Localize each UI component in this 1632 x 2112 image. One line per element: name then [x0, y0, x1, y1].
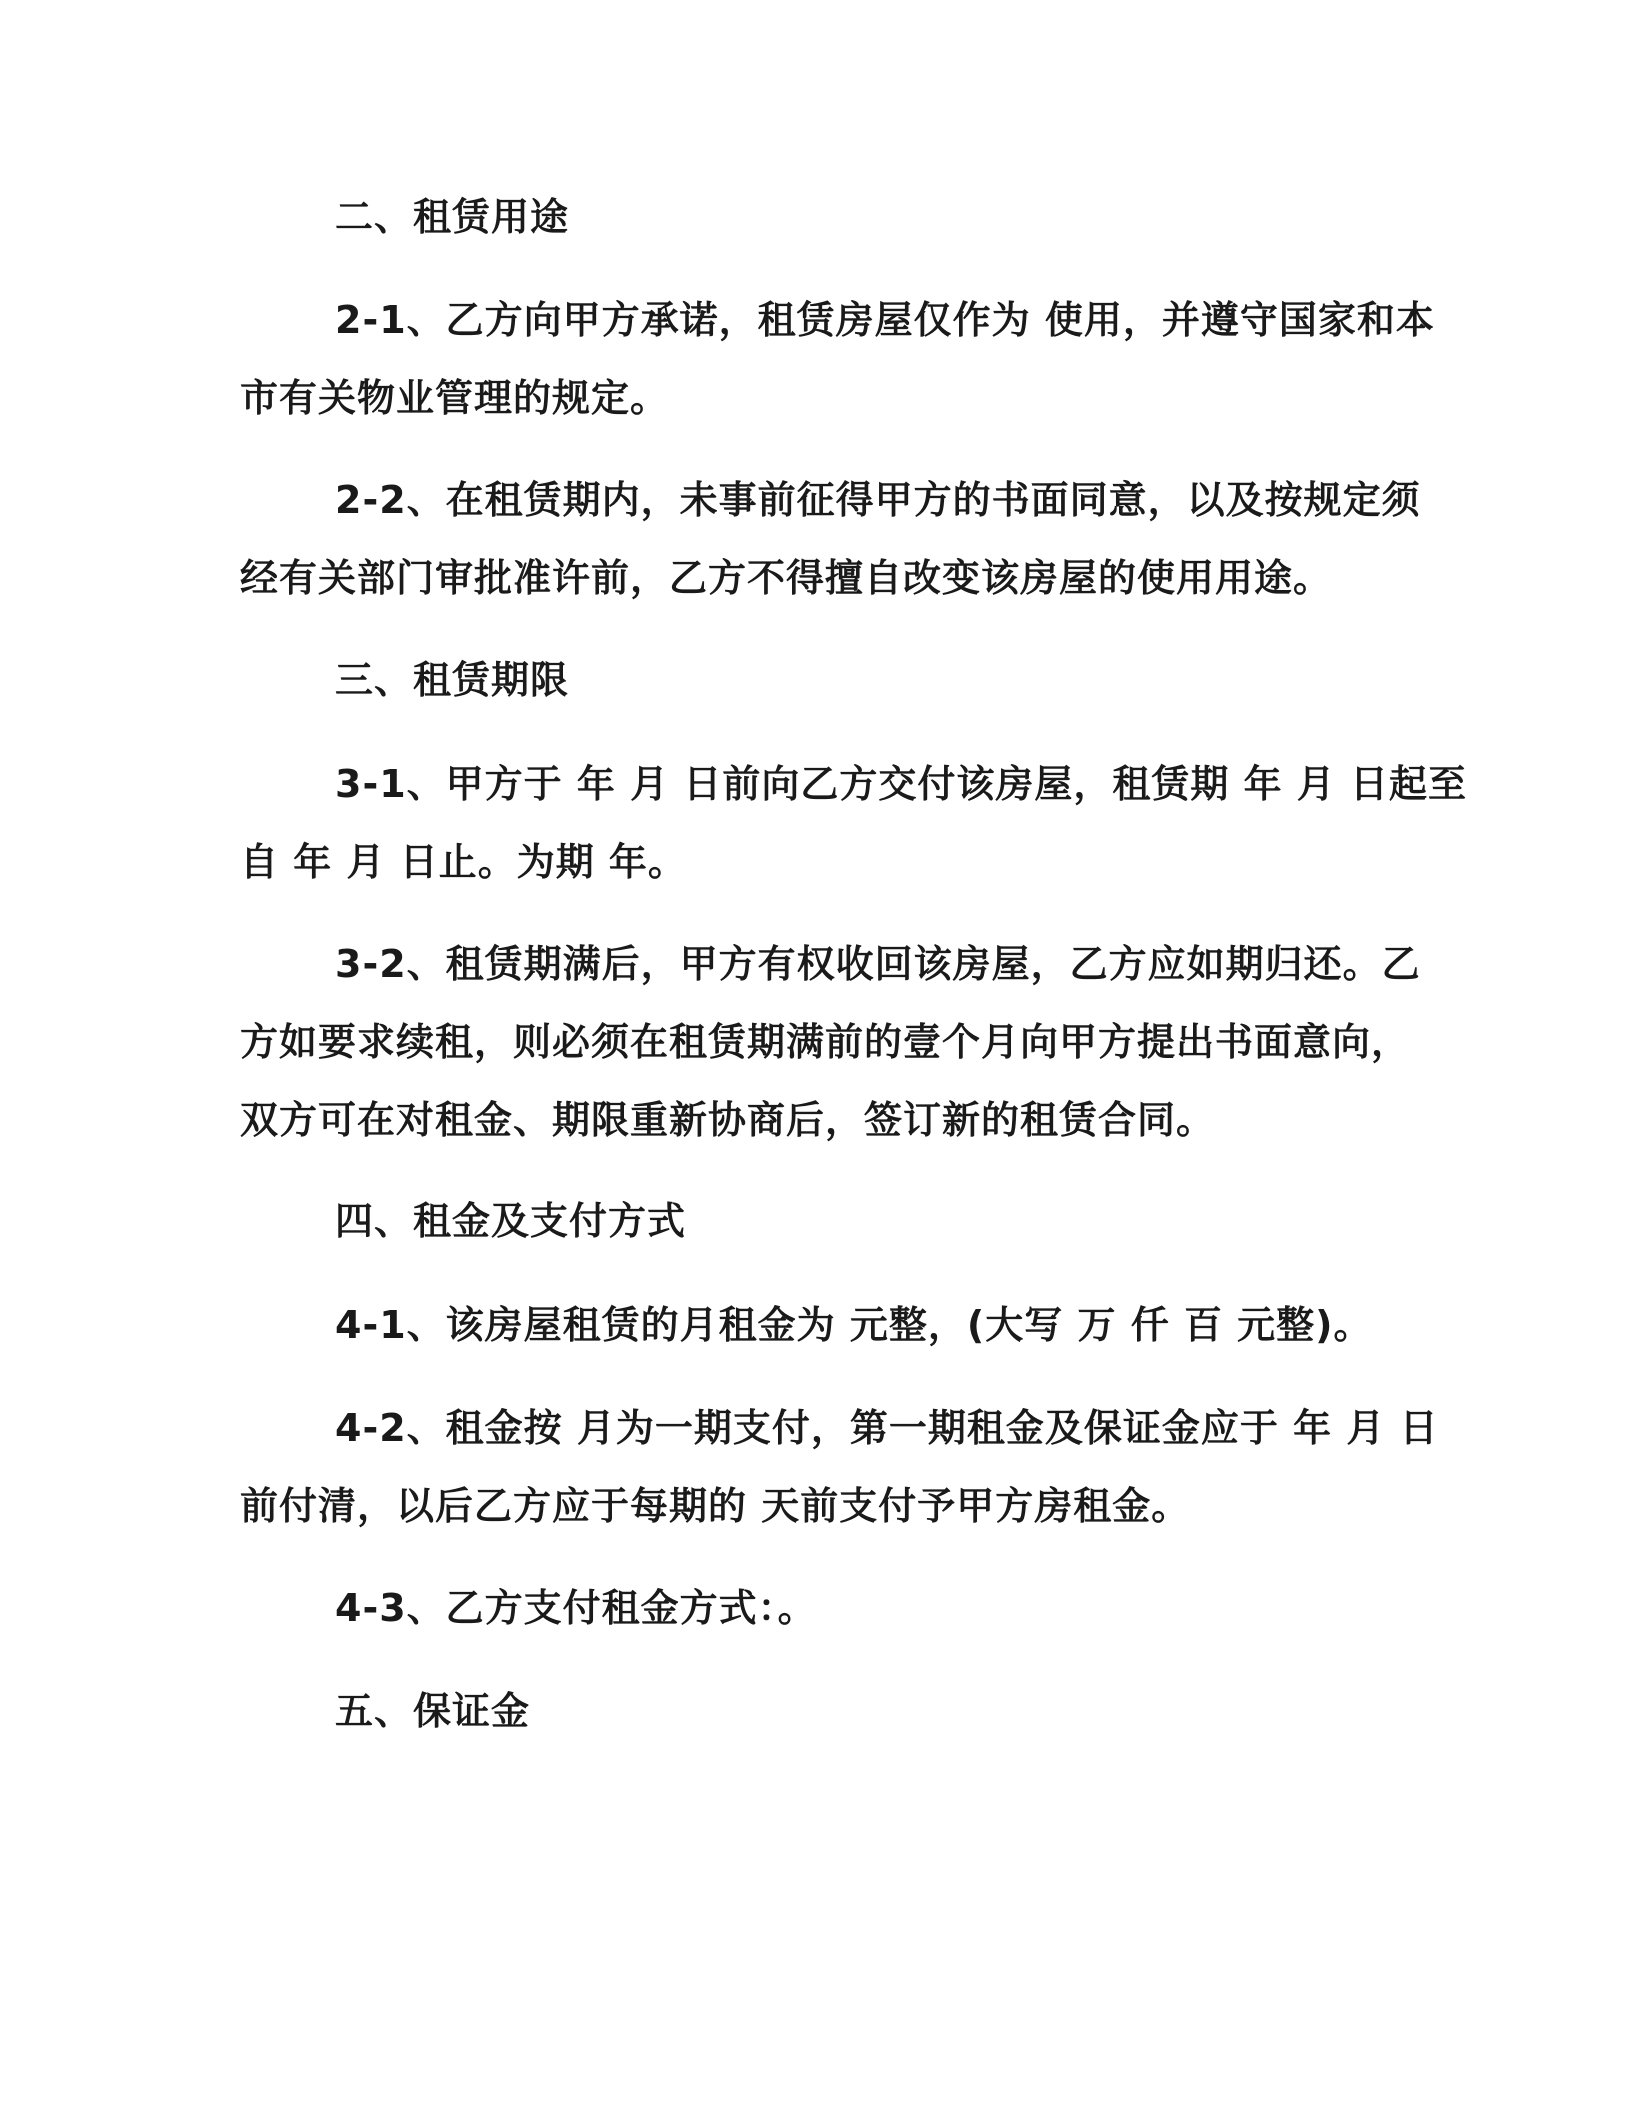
- clause-3-1: [240, 745, 1468, 901]
- clause-2-2-line-1: 2-2、在租赁期内，未事前征得甲方的书面同意，以及按规定须: [335, 478, 1421, 522]
- section-heading-4: 四、租金及支付方式: [335, 1199, 687, 1243]
- clause-3-2-line-1: 3-2、租赁期满后，甲方有权收回该房屋，乙方应如期归还。乙: [335, 942, 1421, 986]
- clause-3-2-line-2: 方如要求续租，则必须在租赁期满前的壹个月向甲方提出书面意向，: [240, 1020, 1411, 1064]
- clause-2-2-line-2: 经有关部门审批准许前，乙方不得擅自改变该房屋的使用用途。: [240, 556, 1333, 600]
- section-heading-5: 五、保证金: [335, 1689, 531, 1733]
- section-heading-2: 二、租赁用途: [335, 195, 570, 239]
- clause-4-2-line-2: 前付清，以后乙方应于每期的 天前支付予甲方房租金。: [240, 1484, 1191, 1528]
- clause-4-1: [240, 1286, 1380, 1364]
- clause-4-3: [240, 1569, 1380, 1647]
- clause-4-1-line-1: 4-1、该房屋租赁的月租金为 元整，(大写 万 仟 百 元整)。: [335, 1303, 1373, 1347]
- clause-4-2: [240, 1389, 1439, 1545]
- clause-3-2: [240, 925, 1421, 1159]
- clause-4-2-line-1: 4-2、租金按 月为一期支付，第一期租金及保证金应于 年 月 日: [335, 1406, 1439, 1450]
- clause-2-1-line-1: 2-1、乙方向甲方承诺，租赁房屋仅作为 使用，并遵守国家和本: [335, 298, 1435, 342]
- clause-4-3-line-1: 4-3、乙方支付租金方式：。: [335, 1586, 817, 1630]
- section-heading-3: 三、租赁期限: [335, 658, 570, 702]
- clause-3-2-line-3: 双方可在对租金、期限重新协商后，签订新的租赁合同。: [240, 1098, 1216, 1142]
- clause-3-1-line-1: 3-1、甲方于 年 月 日前向乙方交付该房屋，租赁期 年 月 日起至: [335, 762, 1468, 806]
- clause-2-2: [240, 461, 1421, 617]
- clause-2-1: [240, 281, 1435, 437]
- clause-2-1-line-2: 市有关物业管理的规定。: [240, 376, 670, 420]
- clause-3-1-line-2: 自 年 月 日止。为期 年。: [240, 840, 687, 884]
